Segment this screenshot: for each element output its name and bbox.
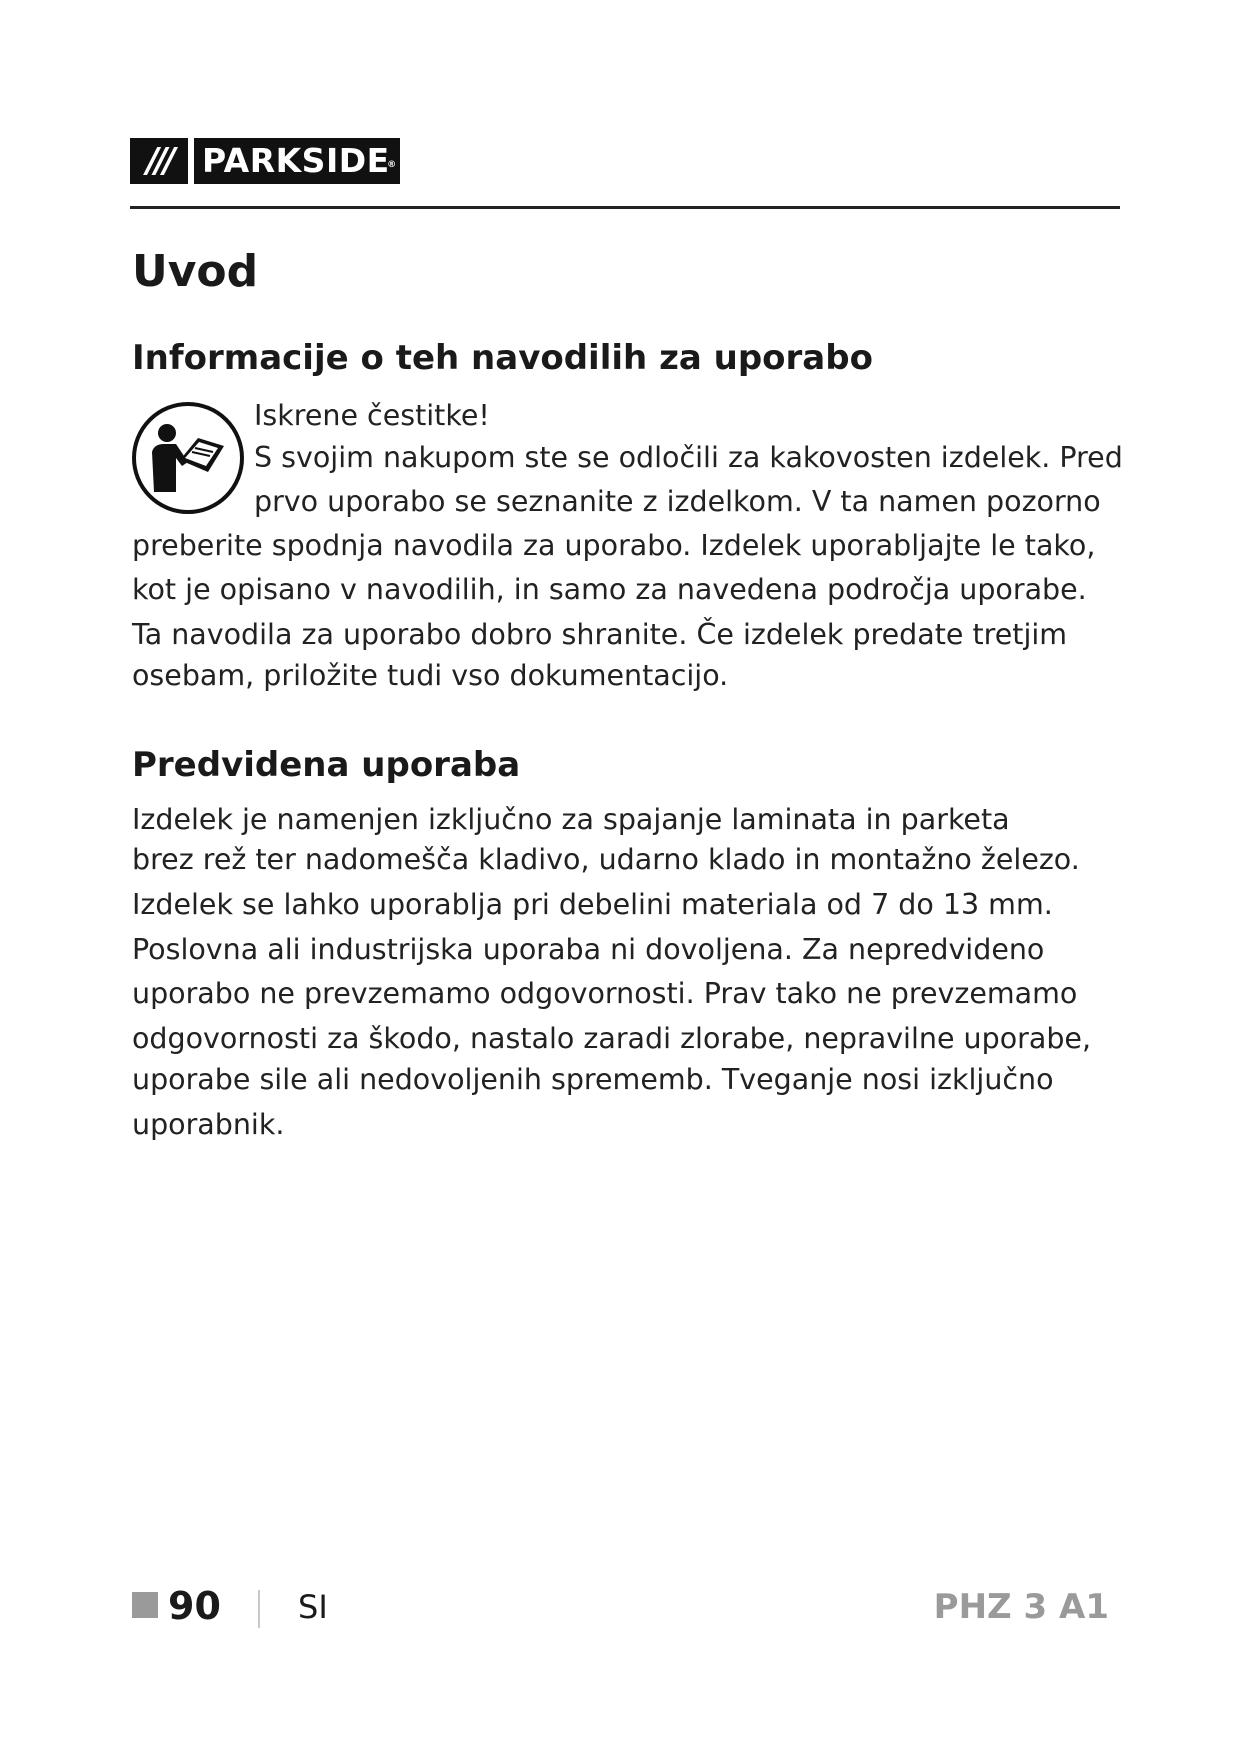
text-line: preberite spodnja navodila za uporabo. Izdelek uporabljajte le tako,	[132, 529, 1096, 562]
parkside-logo	[130, 138, 400, 184]
text-line: S svojim nakupom ste se odločili za kakovosten izdelek. Pred	[254, 441, 1123, 474]
model-number: PHZ 3 A1	[933, 1587, 1109, 1627]
section-heading-intended-use: Predvidena uporaba	[132, 745, 521, 785]
text-line: Izdelek je namenjen izključno za spajanje laminata in parketa	[132, 803, 1010, 836]
text-line: Ta navodila za uporabo dobro shranite. Če izdelek predate tretjim	[132, 618, 1068, 651]
page-number: 90	[168, 1584, 221, 1628]
page-title: Uvod	[132, 246, 259, 297]
logo-name: PARKSIDE	[202, 141, 390, 180]
language-code: SI	[298, 1588, 328, 1626]
text-line: Izdelek se lahko uporablja pri debelini materiala od 7 do 13 mm.	[132, 888, 1053, 921]
logo-wordmark	[194, 138, 400, 184]
text-line: kot je opisano v navodilih, in samo za navedena področja uporabe.	[132, 573, 1087, 606]
registered-mark: ®	[387, 160, 397, 170]
text-line: uporabe sile ali nedovoljenih sprememb. Tveganje nosi izključno	[132, 1063, 1054, 1096]
text-line: Poslovna ali industrijska uporaba ni dovoljena. Za nepredvideno	[132, 933, 1045, 966]
text-line: uporabnik.	[132, 1108, 285, 1141]
footer-square-marker	[132, 1592, 158, 1618]
section-heading-instructions: Informacije o teh navodilih za uporabo	[132, 338, 873, 378]
footer-divider	[258, 1590, 260, 1628]
text-line: prvo uporabo se seznanite z izdelkom. V ta namen pozorno	[254, 485, 1101, 518]
text-line: Iskrene čestitke!	[254, 399, 490, 432]
logo-slashes: ///	[130, 138, 188, 184]
text-line: osebam, priložite tudi vso dokumentacijo.	[132, 659, 729, 692]
text-line: odgovornosti za škodo, nastalo zaradi zlorabe, nepravilne uporabe,	[132, 1022, 1092, 1055]
text-line: brez rež ter nadomešča kladivo, udarno klado in montažno železo.	[132, 843, 1080, 876]
header-rule	[130, 206, 1120, 209]
text-line: uporabo ne prevzemamo odgovornosti. Prav tako ne prevzemamo	[132, 977, 1078, 1010]
read-manual-icon	[130, 400, 246, 516]
